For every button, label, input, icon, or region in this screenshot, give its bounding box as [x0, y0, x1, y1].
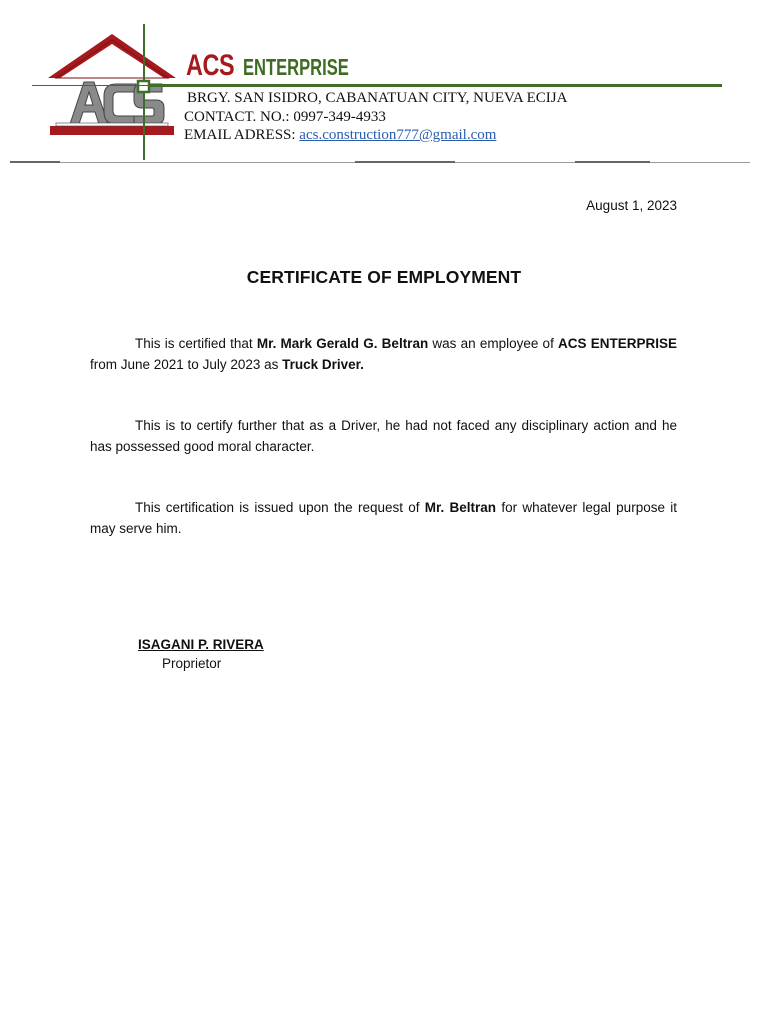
header-rule-accent-2 — [355, 161, 455, 163]
header-rule-accent-1 — [10, 161, 60, 163]
p1-text-1: This is certified that — [135, 336, 257, 351]
header-rule-accent-3 — [575, 161, 650, 163]
contact-number: 0997-349-4933 — [293, 108, 386, 125]
signatory-name: ISAGANI P. RIVERA — [138, 637, 264, 652]
employee-position: Truck Driver. — [282, 357, 364, 372]
p3-text-1: This certification is issued upon the request of — [135, 500, 425, 515]
email-label: EMAIL ADRESS: — [184, 127, 300, 143]
logo-base — [50, 126, 174, 135]
letterhead — [0, 0, 768, 170]
brand-acs: ACS — [186, 49, 235, 82]
p3-text-2: for whatever legal purpose it may serve him. — [90, 500, 677, 536]
email-link[interactable]: acs.construction777@gmail.com — [299, 127, 497, 143]
brand-name — [186, 51, 390, 81]
paragraph-purpose — [90, 497, 677, 539]
brand-enterprise: ENTERPRISE — [243, 54, 350, 80]
paragraph-conduct: This is to certify further that as a Driver, he had not faced any disciplinary action and he has possessed good moral character. — [90, 418, 677, 454]
acs-logo — [32, 24, 192, 164]
p1-text-3: from June 2021 to July 2023 as — [90, 357, 283, 372]
contact-line — [184, 108, 567, 127]
p1-text-2: was an employee of — [428, 336, 559, 351]
document-title: CERTIFICATE OF EMPLOYMENT — [246, 267, 522, 287]
requester-name: Mr. Beltran — [424, 500, 497, 515]
document-date: August 1, 2023 — [586, 198, 677, 213]
employee-name: Mr. Mark Gerald G. Beltran — [256, 336, 429, 351]
email-line — [184, 126, 567, 145]
header-rule — [150, 84, 722, 87]
header-rule-left — [32, 85, 150, 86]
contact-label: CONTACT. NO.: — [184, 108, 294, 125]
signatory-role: Proprietor — [162, 656, 222, 671]
paragraph-employment — [90, 333, 677, 375]
company-name: ACS ENTERPRISE — [558, 336, 678, 351]
company-address: BRGY. SAN ISIDRO, CABANATUAN CITY, NUEVA ECIJA — [187, 90, 568, 106]
contact-block — [184, 89, 567, 145]
